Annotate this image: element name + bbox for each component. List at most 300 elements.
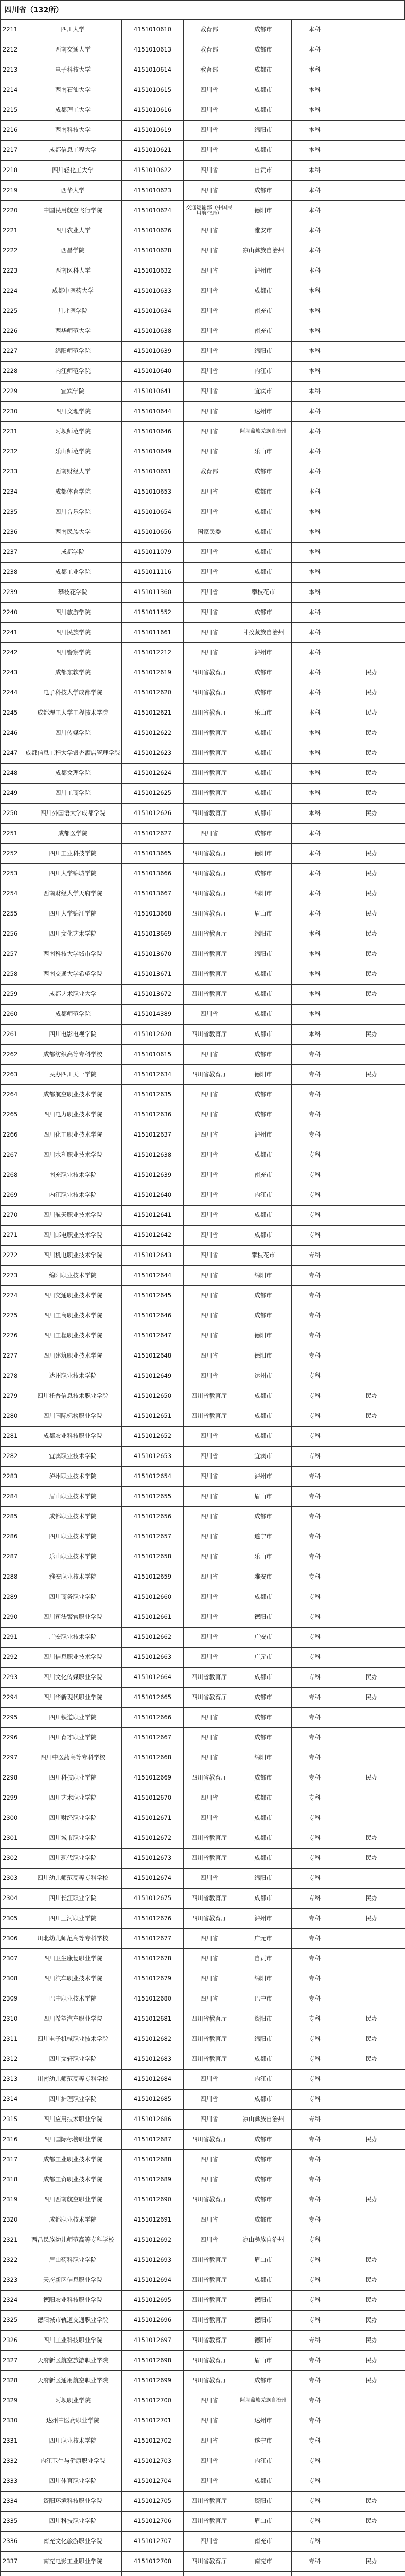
row-index-cell: [1, 2572, 24, 2576]
remark-cell: [338, 1929, 405, 1949]
row-index-cell: 2311: [1, 2029, 24, 2049]
authority-cell: 四川省: [184, 1286, 235, 1306]
location-cell: 成都市: [235, 502, 292, 522]
authority-cell: 四川省: [184, 623, 235, 643]
remark-cell: [338, 1246, 405, 1266]
authority-cell: 四川省: [184, 563, 235, 583]
location-cell: 成都市: [235, 60, 292, 80]
authority-cell: 四川省: [184, 824, 235, 844]
level-cell: 本科: [292, 301, 338, 321]
school-name-cell: 西昌民族幼儿师范高等专科学校: [24, 2230, 122, 2250]
authority-cell: 四川省教育厅: [184, 944, 235, 964]
authority-cell: 四川省教育厅: [184, 2049, 235, 2070]
location-cell: 宜宾市: [235, 1447, 292, 1467]
table-row: [1, 1105, 405, 1125]
row-index-cell: 2245: [1, 703, 24, 723]
location-cell: 成都市: [235, 1768, 292, 1788]
level-cell: 本科: [292, 804, 338, 824]
authority-cell: 四川省: [184, 2431, 235, 2451]
school-code-cell: 4151012646: [122, 1306, 184, 1326]
authority-cell: 四川省教育厅: [184, 2190, 235, 2210]
school-name-cell: 四川司法警官职业学院: [24, 1607, 122, 1628]
school-name-cell: 四川护理职业学院: [24, 2090, 122, 2110]
level-cell: 专科: [292, 2190, 338, 2210]
table-row: [1, 683, 405, 703]
school-name-cell: 成都文理学院: [24, 764, 122, 784]
row-index-cell: 2310: [1, 2009, 24, 2029]
school-code-cell: 4151012678: [122, 1949, 184, 1969]
row-index-cell: 2248: [1, 764, 24, 784]
level-cell: 专科: [292, 1467, 338, 1487]
school-name-cell: 四川商务职业学院: [24, 1587, 122, 1607]
table-row: [1, 2170, 405, 2190]
school-name-cell: 民办四川天一学院: [24, 1065, 122, 1085]
level-cell: 专科: [292, 1708, 338, 1728]
school-code-cell: 4151012660: [122, 1587, 184, 1607]
authority-cell: 四川省教育厅: [184, 2270, 235, 2291]
level-cell: 专科: [292, 1406, 338, 1427]
location-cell: 成都市: [235, 1085, 292, 1105]
school-code-cell: 4151012708: [122, 2552, 184, 2572]
row-index-cell: 2233: [1, 462, 24, 482]
remark-cell: 民办: [338, 1909, 405, 1929]
school-name-cell: 南充电影工业职业学院: [24, 2552, 122, 2572]
school-name-cell: 四川航天职业技术学院: [24, 1206, 122, 1226]
school-name-cell: 四川轻化工大学: [24, 161, 122, 181]
row-index-cell: 2304: [1, 1889, 24, 1909]
authority-cell: 四川省: [184, 1246, 235, 1266]
authority-cell: 四川省: [184, 2230, 235, 2250]
remark-cell: 民办: [338, 904, 405, 924]
table-row: [1, 1607, 405, 1628]
school-name-cell: 绵阳职业技术学院: [24, 1266, 122, 1286]
remark-cell: 民办: [338, 1828, 405, 1849]
table-row: [1, 1708, 405, 1728]
authority-cell: 四川省教育厅: [184, 1386, 235, 1406]
row-index-cell: 2324: [1, 2291, 24, 2311]
authority-cell: 四川省: [184, 1185, 235, 1206]
location-cell: 乐山市: [235, 442, 292, 462]
school-code-cell: 4151012658: [122, 1547, 184, 1567]
table-row: [1, 1226, 405, 1246]
remark-cell: [338, 482, 405, 502]
authority-cell: 四川省: [184, 2090, 235, 2110]
remark-cell: [338, 2391, 405, 2411]
school-code-cell: 4151010654: [122, 502, 184, 522]
row-index-cell: 2294: [1, 1688, 24, 1708]
level-cell: 专科: [292, 2150, 338, 2170]
school-name-cell: 天府新区信息职业学院: [24, 2270, 122, 2291]
row-index-cell: 2323: [1, 2270, 24, 2291]
school-name-cell: 西南民族大学: [24, 522, 122, 543]
school-name-cell: 成都工业学院: [24, 563, 122, 583]
location-cell: 成都市: [235, 1005, 292, 1025]
authority-cell: 教育部: [184, 462, 235, 482]
row-index-cell: 2265: [1, 1105, 24, 1125]
row-index-cell: 2305: [1, 1909, 24, 1929]
level-cell: 专科: [292, 1628, 338, 1648]
row-index-cell: 2293: [1, 1668, 24, 1688]
school-code-cell: 4151012652: [122, 1427, 184, 1447]
table-row: [1, 603, 405, 623]
row-index-cell: 2223: [1, 261, 24, 281]
school-code-cell: 4151012653: [122, 1447, 184, 1467]
school-name-cell: 川北医学院: [24, 301, 122, 321]
row-index-cell: 2297: [1, 1748, 24, 1768]
level-cell: 专科: [292, 1226, 338, 1246]
level-cell: 本科: [292, 181, 338, 201]
row-index-cell: 2335: [1, 2512, 24, 2532]
level-cell: 专科: [292, 1728, 338, 1748]
row-index-cell: 2222: [1, 241, 24, 261]
table-row: [1, 281, 405, 301]
level-cell: 专科: [292, 2552, 338, 2572]
table-row: [1, 2230, 405, 2250]
table-row: [1, 382, 405, 402]
authority-cell: 四川省: [184, 583, 235, 603]
remark-cell: [338, 1788, 405, 1808]
school-code-cell: 4151010619: [122, 121, 184, 141]
level-cell: 专科: [292, 1668, 338, 1688]
remark-cell: [338, 442, 405, 462]
school-code-cell: 4151010632: [122, 261, 184, 281]
level-cell: 专科: [292, 2371, 338, 2391]
row-index-cell: 2235: [1, 502, 24, 522]
school-name-cell: 成都医学院: [24, 824, 122, 844]
level-cell: 专科: [292, 1206, 338, 1226]
table-row: [1, 2009, 405, 2029]
authority-cell: 四川省: [184, 1587, 235, 1607]
school-code-cell: 4151012673: [122, 1849, 184, 1869]
level-cell: 专科: [292, 1386, 338, 1406]
school-code-cell: 4151012636: [122, 1105, 184, 1125]
table-row: [1, 1326, 405, 1346]
authority-cell: 四川省: [184, 1989, 235, 2009]
authority-cell: 四川省: [184, 643, 235, 663]
remark-cell: [338, 2210, 405, 2230]
table-row: [1, 221, 405, 241]
row-index-cell: 2291: [1, 1628, 24, 1648]
level-cell: 专科: [292, 1788, 338, 1808]
school-code-cell: 4151010624: [122, 201, 184, 221]
remark-cell: [338, 1165, 405, 1185]
location-cell: 攀枝花市: [235, 1246, 292, 1266]
school-name-cell: 四川科技职业学院: [24, 1768, 122, 1788]
school-name-cell: 成都理工大学: [24, 100, 122, 121]
row-index-cell: 2247: [1, 743, 24, 764]
school-name-cell: 资阳环境科技职业学院: [24, 2492, 122, 2512]
authority-cell: 四川省教育厅: [184, 884, 235, 904]
level-cell: 本科: [292, 342, 338, 362]
location-cell: 成都市: [235, 1045, 292, 1065]
row-index-cell: 2213: [1, 60, 24, 80]
location-cell: 成都市: [235, 1427, 292, 1447]
row-index-cell: 2320: [1, 2210, 24, 2230]
remark-cell: [338, 623, 405, 643]
school-code-cell: 4151012620: [122, 683, 184, 703]
table-row: [1, 462, 405, 482]
school-code-cell: 4151012645: [122, 1286, 184, 1306]
authority-cell: 四川省教育厅: [184, 1889, 235, 1909]
table-row: [1, 2210, 405, 2230]
location-cell: 成都市: [235, 2371, 292, 2391]
remark-cell: [338, 502, 405, 522]
school-code-cell: 4151012674: [122, 1869, 184, 1889]
authority-cell: 四川省教育厅: [184, 764, 235, 784]
remark-cell: 民办: [338, 784, 405, 804]
level-cell: 本科: [292, 623, 338, 643]
school-code-cell: 4151012667: [122, 1728, 184, 1748]
row-index-cell: 2314: [1, 2090, 24, 2110]
school-code-cell: 4151012662: [122, 1628, 184, 1648]
authority-cell: 四川省: [184, 1527, 235, 1547]
remark-cell: [338, 824, 405, 844]
school-name-cell: 四川中医药高等专科学校: [24, 1748, 122, 1768]
table-row: [1, 1045, 405, 1065]
remark-cell: 民办: [338, 2291, 405, 2311]
authority-cell: 四川省教育厅: [184, 743, 235, 764]
location-cell: 成都市: [235, 181, 292, 201]
level-cell: 本科: [292, 462, 338, 482]
school-name-cell: 四川电影电视学院: [24, 1025, 122, 1045]
location-cell: 成都市: [235, 764, 292, 784]
location-cell: 成都市: [235, 824, 292, 844]
row-index-cell: 2319: [1, 2190, 24, 2210]
location-cell: 成都市: [235, 964, 292, 985]
location-cell: 成都市: [235, 723, 292, 743]
location-cell: 成都市: [235, 1668, 292, 1688]
school-code-cell: 4151012691: [122, 2210, 184, 2230]
school-name-cell: 四川工业科技学院: [24, 844, 122, 864]
level-cell: 专科: [292, 1447, 338, 1467]
school-name-cell: 眉山药科职业学院: [24, 2250, 122, 2270]
level-cell: 本科: [292, 80, 338, 100]
remark-cell: 民办: [338, 2552, 405, 2572]
level-cell: 专科: [292, 2311, 338, 2331]
school-name-cell: 宜宾学院: [24, 382, 122, 402]
row-index-cell: 2299: [1, 1788, 24, 1808]
school-code-cell: 4151012654: [122, 1467, 184, 1487]
row-index-cell: 2224: [1, 281, 24, 301]
location-cell: 成都市: [235, 2471, 292, 2492]
remark-cell: 民办: [338, 2029, 405, 2049]
level-cell: 本科: [292, 60, 338, 80]
location-cell: 成都市: [235, 2170, 292, 2190]
remark-cell: [338, 1266, 405, 1286]
school-name-cell: 眉山职业技术学院: [24, 1487, 122, 1507]
table-row: [1, 321, 405, 342]
authority-cell: 四川省教育厅: [184, 2009, 235, 2029]
school-name-cell: 四川铁道职业学院: [24, 1708, 122, 1728]
location-cell: 广安市: [235, 1628, 292, 1648]
row-index-cell: 2302: [1, 1849, 24, 1869]
remark-cell: [338, 342, 405, 362]
remark-cell: [338, 1527, 405, 1547]
location-cell: 成都市: [235, 2090, 292, 2110]
location-cell: 乐山市: [235, 1547, 292, 1567]
table-row: [1, 764, 405, 784]
table-row: [1, 442, 405, 462]
location-cell: 成都市: [235, 1105, 292, 1125]
table-row: [1, 2492, 405, 2512]
table-row: [1, 563, 405, 583]
location-cell: 广元市: [235, 1648, 292, 1668]
authority-cell: 四川省教育厅: [184, 2130, 235, 2150]
row-index-cell: 2215: [1, 100, 24, 121]
remark-cell: [338, 603, 405, 623]
table-row: [1, 20, 405, 40]
authority-cell: 四川省: [184, 141, 235, 161]
school-code-cell: 4151012655: [122, 1487, 184, 1507]
table-row: [1, 1849, 405, 1869]
level-cell: 本科: [292, 362, 338, 382]
school-code-cell: 4151012638: [122, 1145, 184, 1165]
school-code-cell: 4151012649: [122, 1366, 184, 1386]
row-index-cell: 2226: [1, 321, 24, 342]
table-row: [1, 522, 405, 543]
location-cell: 眉山市: [235, 2250, 292, 2270]
remark-cell: [338, 1949, 405, 1969]
school-code-cell: 4151012698: [122, 2351, 184, 2371]
authority-cell: 四川省: [184, 1045, 235, 1065]
table-row: [1, 2471, 405, 2492]
remark-cell: [338, 201, 405, 221]
school-name-cell: 成都学院: [24, 543, 122, 563]
school-name-cell: 四川工商职业技术学院: [24, 1306, 122, 1326]
school-name-cell: 天府新区航空旅游职业学院: [24, 2351, 122, 2371]
level-cell: 专科: [292, 2351, 338, 2371]
table-row: [1, 2130, 405, 2150]
school-code-cell: 4151013667: [122, 884, 184, 904]
remark-cell: [338, 1346, 405, 1366]
table-row: [1, 1889, 405, 1909]
remark-cell: [338, 2451, 405, 2471]
level-cell: 专科: [292, 1085, 338, 1105]
school-code-cell: 4151012697: [122, 2331, 184, 2351]
location-cell: 攀枝花市: [235, 583, 292, 603]
level-cell: 本科: [292, 382, 338, 402]
location-cell: 德阳市: [235, 1326, 292, 1346]
school-name-cell: 绵阳师范学院: [24, 342, 122, 362]
remark-cell: [338, 141, 405, 161]
school-name-cell: 四川育才职业学院: [24, 1728, 122, 1748]
school-code-cell: 4151012669: [122, 1768, 184, 1788]
row-index-cell: 2290: [1, 1607, 24, 1628]
school-code-cell: 4151010616: [122, 100, 184, 121]
remark-cell: [338, 20, 405, 40]
school-code-cell: 4151012703: [122, 2451, 184, 2471]
level-cell: 专科: [292, 1849, 338, 1869]
row-index-cell: 2229: [1, 382, 24, 402]
authority-cell: 四川省: [184, 1728, 235, 1748]
level-cell: 本科: [292, 784, 338, 804]
remark-cell: 民办: [338, 2009, 405, 2029]
level-cell: 专科: [292, 1768, 338, 1788]
location-cell: 自贡市: [235, 161, 292, 181]
table-row: [1, 1768, 405, 1788]
school-code-cell: 4151012657: [122, 1527, 184, 1547]
level-cell: 专科: [292, 1607, 338, 1628]
location-cell: 凉山彝族自治州: [235, 2110, 292, 2130]
authority-cell: 四川省教育厅: [184, 2250, 235, 2270]
row-index-cell: 2238: [1, 563, 24, 583]
level-cell: 本科: [292, 924, 338, 944]
school-code-cell: 4151010621: [122, 141, 184, 161]
table-row: [1, 402, 405, 422]
table-row: [1, 2512, 405, 2532]
remark-cell: 民办: [338, 1668, 405, 1688]
school-name-cell: 中国民用航空飞行学院: [24, 201, 122, 221]
row-index-cell: 2337: [1, 2552, 24, 2572]
remark-cell: [338, 1306, 405, 1326]
authority-cell: 四川省: [184, 362, 235, 382]
school-name-cell: 成都职业技术学院: [24, 1507, 122, 1527]
location-cell: 绵阳市: [235, 1869, 292, 1889]
table-row: [1, 121, 405, 141]
level-cell: 本科: [292, 683, 338, 703]
school-name-cell: 成都艺术职业大学: [24, 985, 122, 1005]
table-row: [1, 1969, 405, 1989]
school-code-cell: 4151012685: [122, 2090, 184, 2110]
table-row: [1, 422, 405, 442]
location-cell: 德阳市: [235, 844, 292, 864]
level-cell: 专科: [292, 2331, 338, 2351]
row-index-cell: 2230: [1, 402, 24, 422]
school-name-cell: 四川水利职业技术学院: [24, 1145, 122, 1165]
remark-cell: [338, 2070, 405, 2090]
remark-cell: [338, 583, 405, 603]
school-name-cell: 四川大学: [24, 20, 122, 40]
school-name-cell: 四川卫生康复职业学院: [24, 1949, 122, 1969]
school-name-cell: 成都职业技术学院: [24, 2210, 122, 2230]
location-cell: 成都市: [235, 100, 292, 121]
school-code-cell: 4151012670: [122, 1788, 184, 1808]
school-name-cell: 四川体育职业学院: [24, 2471, 122, 2492]
table-row: [1, 1145, 405, 1165]
authority-cell: 四川省教育厅: [184, 1768, 235, 1788]
authority-cell: 四川省: [184, 181, 235, 201]
school-name-cell: 四川现代职业学院: [24, 1849, 122, 1869]
table-row: [1, 1628, 405, 1648]
remark-cell: 民办: [338, 2512, 405, 2532]
school-name-cell: 四川外国语大学成都学院: [24, 804, 122, 824]
level-cell: 本科: [292, 1025, 338, 1045]
location-cell: 成都市: [235, 1688, 292, 1708]
authority-cell: 四川省: [184, 1165, 235, 1185]
row-index-cell: 2257: [1, 944, 24, 964]
table-row: [1, 482, 405, 502]
level-cell: 专科: [292, 1306, 338, 1326]
row-index-cell: 2271: [1, 1226, 24, 1246]
school-name-cell: 广安职业技术学院: [24, 1628, 122, 1648]
location-cell: 成都市: [235, 985, 292, 1005]
row-index-cell: 2301: [1, 1828, 24, 1849]
school-code-cell: 4151012683: [122, 2049, 184, 2070]
school-code-cell: 4151010628: [122, 241, 184, 261]
level-cell: 专科: [292, 1808, 338, 1828]
authority-cell: 四川省: [184, 2150, 235, 2170]
school-code-cell: 4151011116: [122, 563, 184, 583]
authority-cell: 四川省: [184, 1447, 235, 1467]
row-index-cell: 2244: [1, 683, 24, 703]
authority-cell: 四川省: [184, 1487, 235, 1507]
school-name-cell: 四川汽车职业技术学院: [24, 1969, 122, 1989]
row-index-cell: 2242: [1, 643, 24, 663]
authority-cell: 四川省教育厅: [184, 2029, 235, 2049]
level-cell: 本科: [292, 241, 338, 261]
remark-cell: [338, 241, 405, 261]
location-cell: 成都市: [235, 804, 292, 824]
